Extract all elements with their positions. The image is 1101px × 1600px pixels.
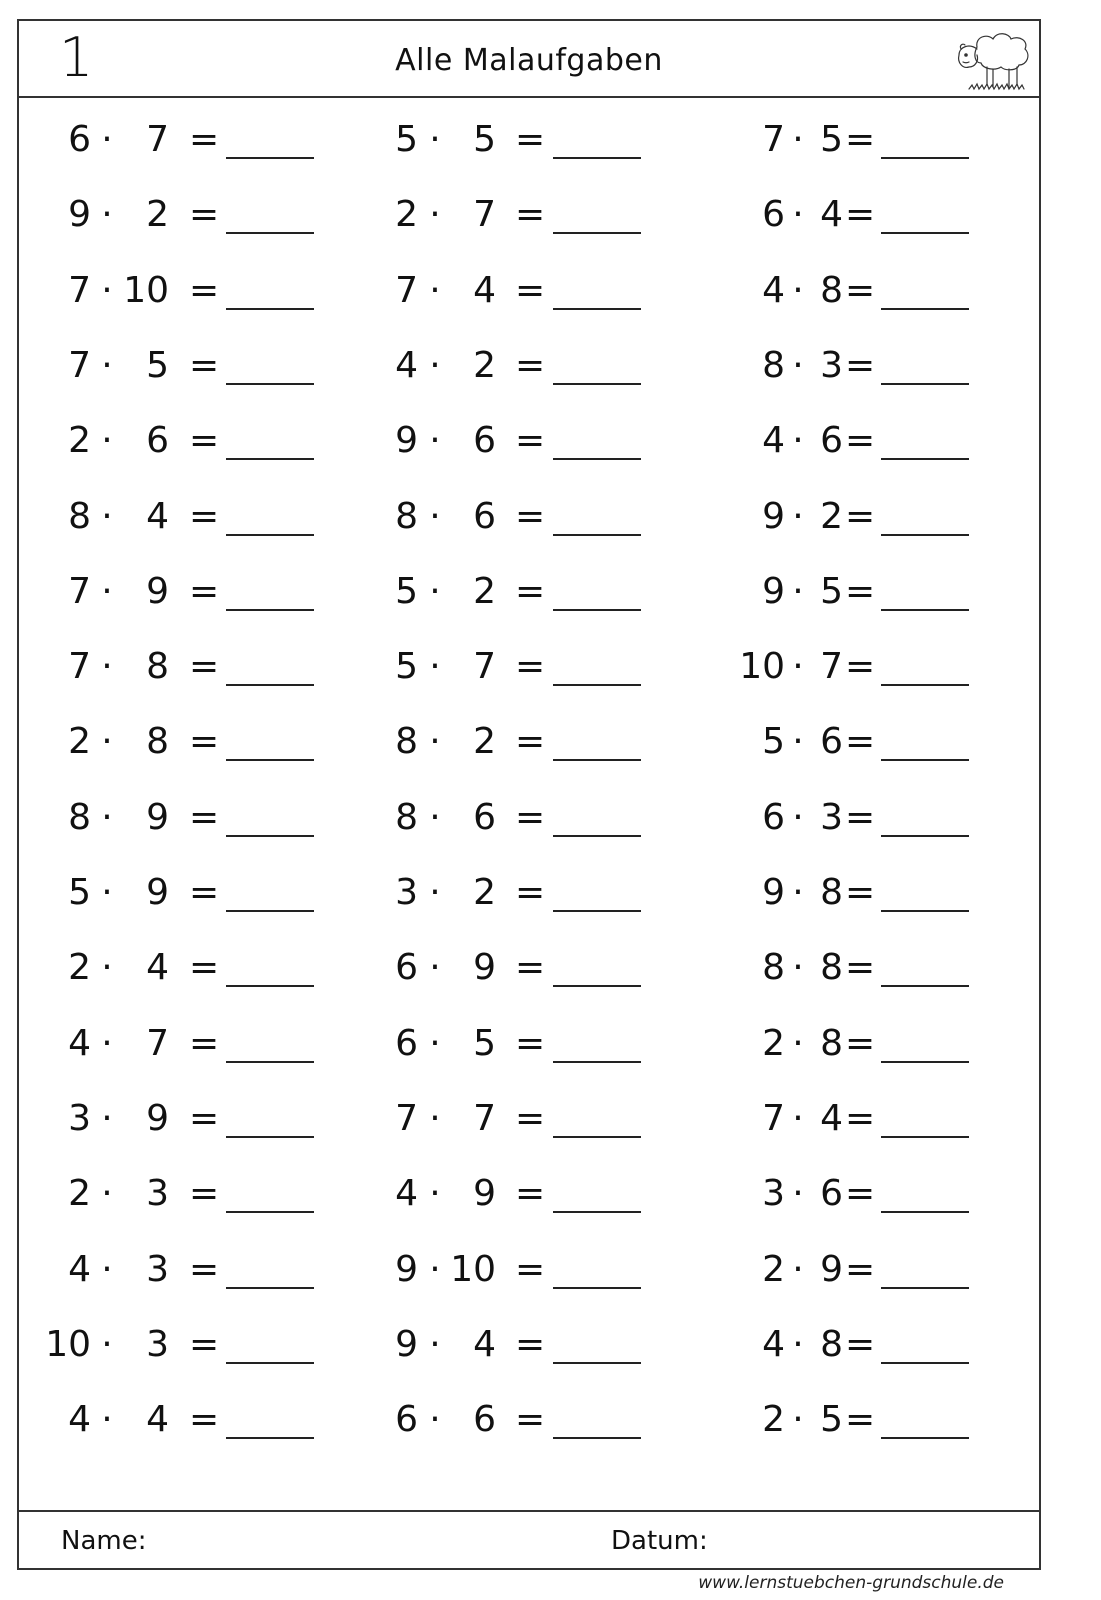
- times-sign: ·: [429, 1248, 441, 1290]
- factor-1: 9: [395, 1323, 418, 1365]
- times-sign: ·: [429, 796, 441, 838]
- times-sign: ·: [792, 344, 804, 386]
- factor-2: 4: [820, 1097, 843, 1139]
- task-row: [19, 558, 1039, 634]
- task-row: [19, 1085, 1039, 1161]
- factor-1: 3: [395, 872, 418, 913]
- factor-2: 9: [820, 1248, 843, 1290]
- factor-2: 7: [473, 194, 496, 236]
- times-sign: ·: [792, 1248, 804, 1290]
- answer-blank[interactable]: [881, 534, 969, 536]
- answer-blank[interactable]: [553, 308, 641, 310]
- times-sign: ·: [792, 872, 804, 913]
- answer-blank[interactable]: [881, 985, 969, 987]
- factor-2: 2: [820, 495, 843, 537]
- factor-1: 4: [68, 1022, 91, 1064]
- equals-sign: =: [189, 269, 220, 311]
- times-sign: ·: [792, 646, 804, 688]
- factor-1: 6: [395, 947, 418, 989]
- times-sign: ·: [429, 1173, 441, 1215]
- equals-sign: =: [515, 947, 546, 989]
- times-sign: ·: [429, 646, 441, 688]
- factor-2: 2: [473, 570, 496, 612]
- times-sign: ·: [792, 1173, 804, 1215]
- times-sign: ·: [101, 646, 113, 688]
- factor-2: 8: [820, 872, 843, 913]
- equals-sign: =: [189, 947, 220, 989]
- factor-1: 7: [762, 1097, 785, 1139]
- factor-1: 6: [395, 1022, 418, 1064]
- answer-blank[interactable]: [881, 308, 969, 310]
- equals-sign: =: [189, 1248, 220, 1290]
- factor-1: 8: [395, 796, 418, 838]
- task-row: [19, 483, 1039, 559]
- times-sign: ·: [429, 1399, 441, 1441]
- factor-1: 8: [395, 721, 418, 763]
- sheep-icon: [947, 27, 1033, 93]
- factor-2: 2: [473, 721, 496, 763]
- factor-2: 2: [146, 194, 169, 236]
- task-grid: [19, 98, 1039, 1481]
- factor-2: 7: [146, 1022, 169, 1064]
- equals-sign: =: [845, 1022, 876, 1064]
- factor-1: 4: [762, 420, 785, 462]
- task-row: [19, 181, 1039, 257]
- times-sign: ·: [429, 721, 441, 763]
- factor-1: 7: [68, 344, 91, 386]
- equals-sign: =: [189, 872, 220, 913]
- times-sign: ·: [429, 872, 441, 913]
- factor-1: 9: [395, 420, 418, 462]
- factor-1: 8: [68, 796, 91, 838]
- equals-sign: =: [189, 1323, 220, 1365]
- factor-2: 6: [473, 1399, 496, 1441]
- answer-blank[interactable]: [881, 1211, 969, 1213]
- equals-sign: =: [189, 119, 220, 160]
- factor-2: 4: [146, 1399, 169, 1441]
- website-url: www.lernstuebchen-grundschule.de: [698, 1573, 1004, 1593]
- equals-sign: =: [515, 344, 546, 386]
- equals-sign: =: [845, 269, 876, 311]
- answer-blank[interactable]: [881, 1287, 969, 1289]
- factor-1: 7: [395, 1097, 418, 1139]
- worksheet-header: [19, 21, 1039, 98]
- factor-2: 7: [820, 646, 843, 688]
- equals-sign: =: [845, 1097, 876, 1139]
- task-row: [19, 1311, 1039, 1387]
- answer-blank[interactable]: [553, 383, 641, 385]
- answer-blank[interactable]: [553, 534, 641, 536]
- answer-blank[interactable]: [553, 1437, 641, 1439]
- answer-blank[interactable]: [226, 609, 314, 611]
- times-sign: ·: [792, 796, 804, 838]
- answer-blank[interactable]: [881, 232, 969, 234]
- factor-1: 7: [68, 646, 91, 688]
- factor-2: 4: [146, 495, 169, 537]
- answer-blank[interactable]: [881, 609, 969, 611]
- factor-2: 8: [820, 269, 843, 311]
- name-label: Name:: [61, 1526, 147, 1556]
- task-row: [19, 1160, 1039, 1236]
- factor-2: 8: [820, 1323, 843, 1365]
- factor-2: 3: [146, 1248, 169, 1290]
- times-sign: ·: [429, 344, 441, 386]
- times-sign: ·: [792, 570, 804, 612]
- answer-blank[interactable]: [881, 835, 969, 837]
- factor-1: 3: [762, 1173, 785, 1215]
- equals-sign: =: [515, 1097, 546, 1139]
- task-row: [19, 407, 1039, 483]
- factor-2: 7: [473, 1097, 496, 1139]
- factor-2: 10: [450, 1248, 496, 1290]
- times-sign: ·: [429, 119, 441, 160]
- factor-2: 5: [820, 570, 843, 612]
- factor-1: 9: [68, 194, 91, 236]
- factor-2: 9: [146, 872, 169, 913]
- factor-1: 9: [762, 872, 785, 913]
- equals-sign: =: [515, 1248, 546, 1290]
- factor-2: 7: [146, 119, 169, 160]
- times-sign: ·: [429, 1097, 441, 1139]
- equals-sign: =: [515, 796, 546, 838]
- factor-2: 3: [146, 1173, 169, 1215]
- answer-blank[interactable]: [226, 1287, 314, 1289]
- equals-sign: =: [515, 1399, 546, 1441]
- task-row: [19, 633, 1039, 709]
- factor-1: 4: [762, 1323, 785, 1365]
- equals-sign: =: [845, 119, 876, 160]
- factor-1: 7: [68, 570, 91, 612]
- answer-blank[interactable]: [226, 1061, 314, 1063]
- factor-1: 2: [762, 1399, 785, 1441]
- equals-sign: =: [845, 420, 876, 462]
- sheet-number: 1: [59, 26, 94, 89]
- factor-1: 2: [68, 721, 91, 763]
- times-sign: ·: [429, 1323, 441, 1365]
- factor-1: 10: [739, 646, 785, 688]
- answer-blank[interactable]: [226, 684, 314, 686]
- factor-1: 8: [395, 495, 418, 537]
- times-sign: ·: [792, 1022, 804, 1064]
- task-row: [19, 934, 1039, 1010]
- answer-blank[interactable]: [226, 835, 314, 837]
- equals-sign: =: [845, 1323, 876, 1365]
- factor-2: 5: [473, 119, 496, 160]
- equals-sign: =: [515, 1022, 546, 1064]
- equals-sign: =: [845, 721, 876, 763]
- times-sign: ·: [101, 194, 113, 236]
- answer-blank[interactable]: [881, 458, 969, 460]
- answer-blank[interactable]: [553, 1136, 641, 1138]
- factor-2: 5: [820, 119, 843, 160]
- equals-sign: =: [845, 194, 876, 236]
- worksheet: [17, 19, 1041, 1570]
- factor-1: 4: [68, 1248, 91, 1290]
- answer-blank[interactable]: [226, 1136, 314, 1138]
- equals-sign: =: [189, 495, 220, 537]
- times-sign: ·: [101, 495, 113, 537]
- factor-1: 5: [68, 872, 91, 913]
- answer-blank[interactable]: [881, 1061, 969, 1063]
- answer-blank[interactable]: [881, 1362, 969, 1364]
- answer-blank[interactable]: [226, 1362, 314, 1364]
- times-sign: ·: [429, 1022, 441, 1064]
- times-sign: ·: [792, 1399, 804, 1441]
- factor-2: 6: [820, 721, 843, 763]
- factor-2: 6: [820, 1173, 843, 1215]
- equals-sign: =: [845, 947, 876, 989]
- times-sign: ·: [101, 119, 113, 160]
- factor-2: 4: [820, 194, 843, 236]
- factor-2: 4: [146, 947, 169, 989]
- answer-blank[interactable]: [881, 684, 969, 686]
- factor-2: 5: [146, 344, 169, 386]
- factor-2: 9: [146, 570, 169, 612]
- factor-2: 6: [473, 420, 496, 462]
- answer-blank[interactable]: [881, 383, 969, 385]
- factor-2: 8: [146, 721, 169, 763]
- equals-sign: =: [189, 1097, 220, 1139]
- equals-sign: =: [515, 1173, 546, 1215]
- equals-sign: =: [515, 570, 546, 612]
- factor-2: 9: [146, 796, 169, 838]
- date-label: Datum:: [611, 1526, 708, 1556]
- equals-sign: =: [845, 1173, 876, 1215]
- times-sign: ·: [429, 570, 441, 612]
- factor-1: 7: [762, 119, 785, 160]
- answer-blank[interactable]: [881, 759, 969, 761]
- factor-1: 2: [762, 1022, 785, 1064]
- times-sign: ·: [792, 1323, 804, 1365]
- factor-1: 8: [762, 344, 785, 386]
- times-sign: ·: [792, 947, 804, 989]
- answer-blank[interactable]: [553, 684, 641, 686]
- factor-1: 4: [395, 1173, 418, 1215]
- factor-1: 8: [68, 495, 91, 537]
- answer-blank[interactable]: [226, 157, 314, 159]
- factor-1: 7: [395, 269, 418, 311]
- times-sign: ·: [792, 119, 804, 160]
- times-sign: ·: [101, 1097, 113, 1139]
- answer-blank[interactable]: [881, 910, 969, 912]
- times-sign: ·: [792, 420, 804, 462]
- task-row: [19, 708, 1039, 784]
- answer-blank[interactable]: [226, 383, 314, 385]
- times-sign: ·: [101, 344, 113, 386]
- equals-sign: =: [845, 872, 876, 913]
- factor-1: 2: [762, 1248, 785, 1290]
- factor-2: 6: [146, 420, 169, 462]
- task-row: [19, 257, 1039, 333]
- task-row: [19, 332, 1039, 408]
- factor-2: 4: [473, 269, 496, 311]
- factor-1: 6: [68, 119, 91, 160]
- factor-1: 5: [395, 646, 418, 688]
- factor-2: 10: [123, 269, 169, 311]
- times-sign: ·: [101, 947, 113, 989]
- answer-blank[interactable]: [226, 1211, 314, 1213]
- task-row: [19, 1386, 1039, 1462]
- answer-blank[interactable]: [553, 1287, 641, 1289]
- times-sign: ·: [429, 947, 441, 989]
- equals-sign: =: [515, 269, 546, 311]
- factor-1: 10: [45, 1323, 91, 1365]
- answer-blank[interactable]: [226, 985, 314, 987]
- times-sign: ·: [429, 194, 441, 236]
- factor-1: 6: [395, 1399, 418, 1441]
- equals-sign: =: [845, 1399, 876, 1441]
- times-sign: ·: [429, 420, 441, 462]
- factor-1: 9: [762, 495, 785, 537]
- answer-blank[interactable]: [226, 534, 314, 536]
- answer-blank[interactable]: [553, 1211, 641, 1213]
- equals-sign: =: [515, 721, 546, 763]
- equals-sign: =: [189, 1022, 220, 1064]
- equals-sign: =: [515, 495, 546, 537]
- equals-sign: =: [189, 646, 220, 688]
- factor-1: 2: [68, 947, 91, 989]
- times-sign: ·: [101, 1022, 113, 1064]
- times-sign: ·: [101, 269, 113, 311]
- times-sign: ·: [101, 796, 113, 838]
- answer-blank[interactable]: [881, 1136, 969, 1138]
- answer-blank[interactable]: [226, 1437, 314, 1439]
- equals-sign: =: [515, 1323, 546, 1365]
- equals-sign: =: [515, 119, 546, 160]
- factor-1: 8: [762, 947, 785, 989]
- times-sign: ·: [101, 721, 113, 763]
- page-title: Alle Malaufgaben: [395, 43, 663, 78]
- factor-2: 4: [473, 1323, 496, 1365]
- answer-blank[interactable]: [553, 910, 641, 912]
- factor-1: 5: [395, 570, 418, 612]
- equals-sign: =: [845, 796, 876, 838]
- equals-sign: =: [515, 194, 546, 236]
- answer-blank[interactable]: [226, 232, 314, 234]
- equals-sign: =: [189, 344, 220, 386]
- answer-blank[interactable]: [553, 157, 641, 159]
- factor-2: 6: [473, 796, 496, 838]
- factor-1: 4: [762, 269, 785, 311]
- answer-blank[interactable]: [553, 1061, 641, 1063]
- factor-1: 3: [68, 1097, 91, 1139]
- answer-blank[interactable]: [553, 835, 641, 837]
- factor-1: 2: [68, 1173, 91, 1215]
- factor-1: 9: [762, 570, 785, 612]
- task-row: [19, 784, 1039, 860]
- equals-sign: =: [515, 872, 546, 913]
- equals-sign: =: [845, 570, 876, 612]
- factor-2: 8: [146, 646, 169, 688]
- factor-2: 6: [820, 420, 843, 462]
- equals-sign: =: [189, 420, 220, 462]
- answer-blank[interactable]: [226, 759, 314, 761]
- equals-sign: =: [189, 796, 220, 838]
- factor-1: 9: [395, 1248, 418, 1290]
- task-row: [19, 859, 1039, 935]
- answer-blank[interactable]: [553, 1362, 641, 1364]
- times-sign: ·: [101, 1173, 113, 1215]
- factor-1: 5: [762, 721, 785, 763]
- equals-sign: =: [189, 1399, 220, 1441]
- times-sign: ·: [792, 194, 804, 236]
- answer-blank[interactable]: [553, 458, 641, 460]
- answer-blank[interactable]: [226, 308, 314, 310]
- answer-blank[interactable]: [553, 985, 641, 987]
- answer-blank[interactable]: [226, 910, 314, 912]
- factor-1: 2: [395, 194, 418, 236]
- answer-blank[interactable]: [881, 157, 969, 159]
- times-sign: ·: [101, 420, 113, 462]
- answer-blank[interactable]: [553, 759, 641, 761]
- equals-sign: =: [845, 344, 876, 386]
- answer-blank[interactable]: [553, 232, 641, 234]
- answer-blank[interactable]: [226, 458, 314, 460]
- worksheet-footer: [19, 1510, 1039, 1568]
- factor-1: 7: [68, 269, 91, 311]
- times-sign: ·: [101, 570, 113, 612]
- task-row: [19, 106, 1039, 182]
- task-row: [19, 1236, 1039, 1312]
- times-sign: ·: [429, 495, 441, 537]
- equals-sign: =: [515, 420, 546, 462]
- factor-2: 7: [473, 646, 496, 688]
- times-sign: ·: [101, 1323, 113, 1365]
- equals-sign: =: [189, 194, 220, 236]
- equals-sign: =: [845, 646, 876, 688]
- factor-1: 4: [395, 344, 418, 386]
- equals-sign: =: [845, 1248, 876, 1290]
- equals-sign: =: [845, 495, 876, 537]
- factor-1: 6: [762, 796, 785, 838]
- equals-sign: =: [515, 646, 546, 688]
- factor-2: 8: [820, 947, 843, 989]
- factor-2: 2: [473, 872, 496, 913]
- answer-blank[interactable]: [553, 609, 641, 611]
- factor-2: 9: [473, 1173, 496, 1215]
- factor-2: 3: [820, 796, 843, 838]
- task-row: [19, 1010, 1039, 1086]
- times-sign: ·: [101, 1248, 113, 1290]
- equals-sign: =: [189, 721, 220, 763]
- factor-2: 3: [820, 344, 843, 386]
- times-sign: ·: [101, 1399, 113, 1441]
- factor-2: 2: [473, 344, 496, 386]
- times-sign: ·: [792, 495, 804, 537]
- factor-1: 6: [762, 194, 785, 236]
- times-sign: ·: [792, 721, 804, 763]
- factor-2: 6: [473, 495, 496, 537]
- factor-1: 4: [68, 1399, 91, 1441]
- factor-2: 5: [473, 1022, 496, 1064]
- factor-2: 5: [820, 1399, 843, 1441]
- equals-sign: =: [189, 570, 220, 612]
- times-sign: ·: [429, 269, 441, 311]
- factor-2: 9: [473, 947, 496, 989]
- factor-2: 9: [146, 1097, 169, 1139]
- factor-1: 2: [68, 420, 91, 462]
- factor-1: 5: [395, 119, 418, 160]
- times-sign: ·: [792, 1097, 804, 1139]
- times-sign: ·: [101, 872, 113, 913]
- answer-blank[interactable]: [881, 1437, 969, 1439]
- equals-sign: =: [189, 1173, 220, 1215]
- factor-2: 8: [820, 1022, 843, 1064]
- factor-2: 3: [146, 1323, 169, 1365]
- times-sign: ·: [792, 269, 804, 311]
